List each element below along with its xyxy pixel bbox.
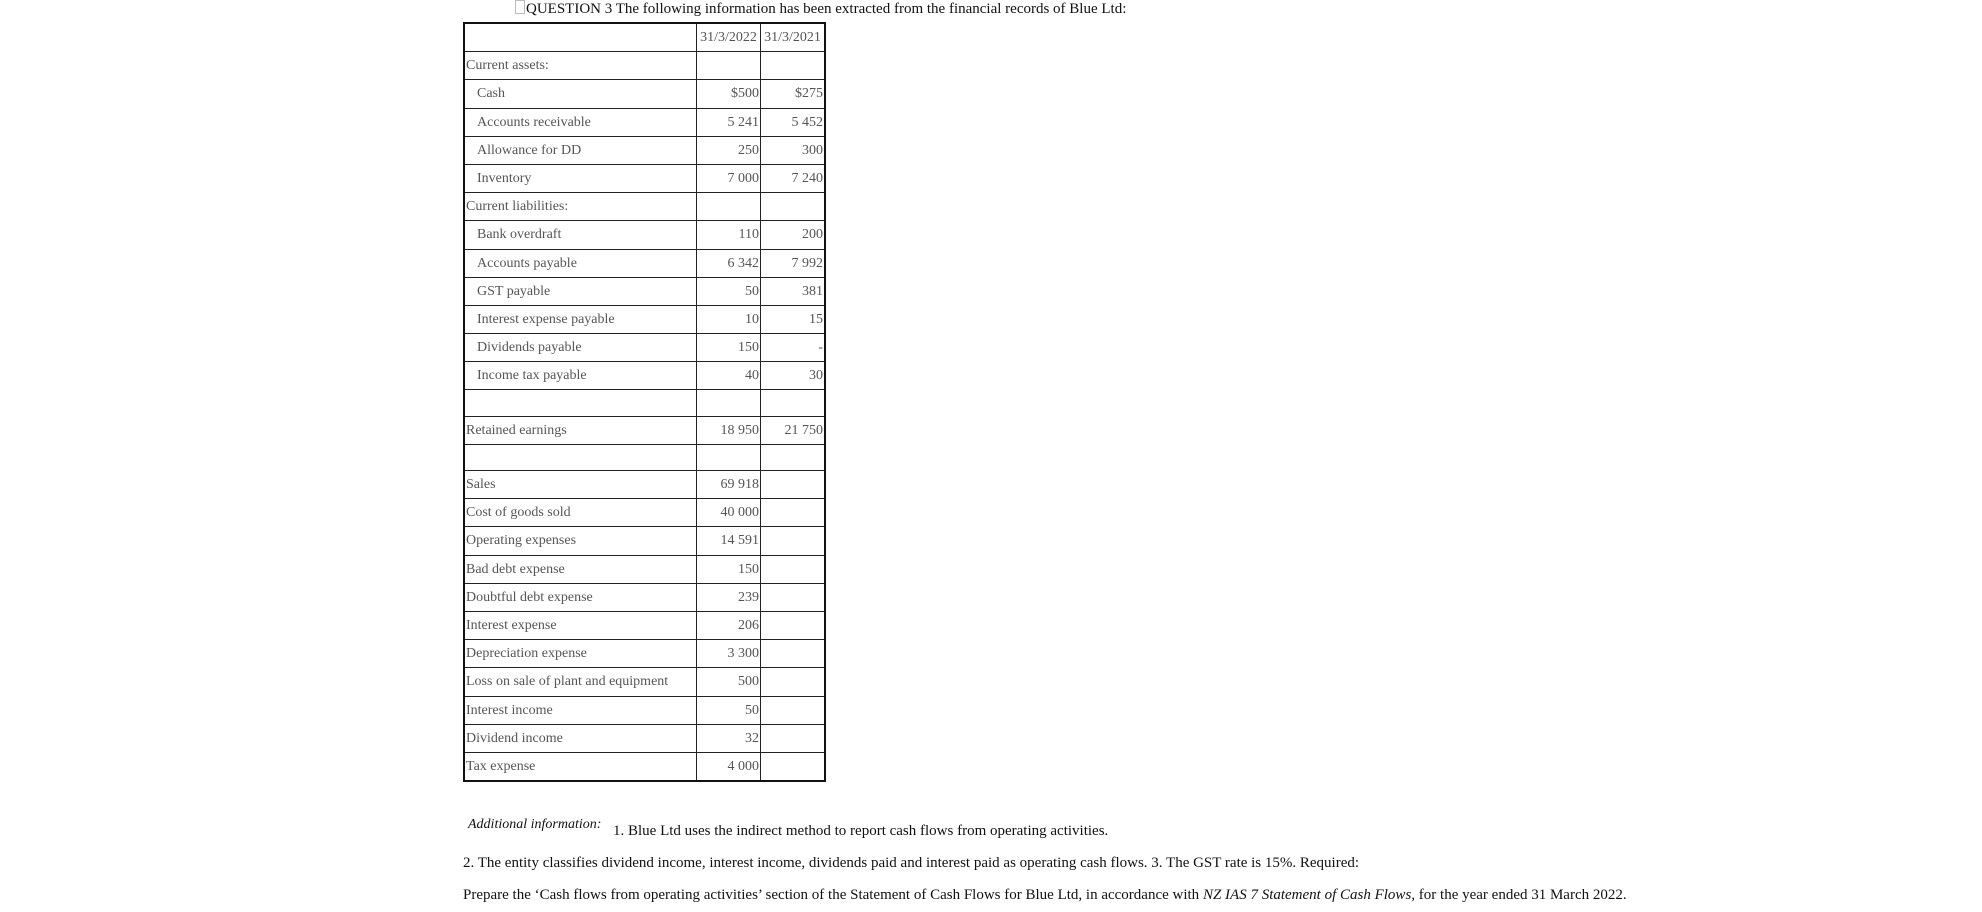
value-2021: 200 xyxy=(761,221,826,249)
value-2021 xyxy=(761,499,826,527)
question-heading: QUESTION 3 The following information has been extracted from the financial records of Blue Ltd: xyxy=(515,0,1126,18)
table-row xyxy=(464,362,825,390)
value-2021 xyxy=(761,471,826,499)
row-label: Sales xyxy=(464,471,697,499)
row-label: Bank overdraft xyxy=(464,221,697,249)
value-2021: 381 xyxy=(761,277,826,305)
financial-records-table xyxy=(463,22,826,782)
instruction-line-3: Prepare the ‘Cash flows from operating activities’ section of the Statement of Cash Flows for Blue Ltd, in accordance with NZ IAS 7 Statement of Cash Flows, for the year ended 31 March 2022. xyxy=(463,887,1627,903)
table-row xyxy=(464,249,825,277)
table-row xyxy=(464,221,825,249)
header-cell-2022: 31/3/2022 xyxy=(697,23,761,52)
row-label xyxy=(464,444,697,470)
header-cell-2021: 31/3/2021 xyxy=(761,23,826,52)
row-label: Accounts payable xyxy=(464,249,697,277)
row-label xyxy=(464,390,697,416)
row-label: Depreciation expense xyxy=(464,640,697,668)
table-row xyxy=(464,724,825,752)
value-2021 xyxy=(761,444,826,470)
row-label: Income tax payable xyxy=(464,362,697,390)
table-row xyxy=(464,334,825,362)
row-label: Current liabilities: xyxy=(464,193,697,221)
table-row xyxy=(464,499,825,527)
value-2022: 150 xyxy=(697,555,761,583)
row-label: Dividend income xyxy=(464,724,697,752)
table-row xyxy=(464,752,825,781)
value-2021 xyxy=(761,527,826,555)
value-2022: 7 000 xyxy=(697,164,761,192)
value-2021 xyxy=(761,640,826,668)
value-2022 xyxy=(697,193,761,221)
value-2022: 110 xyxy=(697,221,761,249)
value-2022: $500 xyxy=(697,80,761,108)
value-2022: 250 xyxy=(697,136,761,164)
row-label: Allowance for DD xyxy=(464,136,697,164)
value-2022: 40 xyxy=(697,362,761,390)
value-2021: 300 xyxy=(761,136,826,164)
value-2022 xyxy=(697,444,761,470)
value-2021: $275 xyxy=(761,80,826,108)
value-2021: - xyxy=(761,334,826,362)
value-2022: 69 918 xyxy=(697,471,761,499)
value-2021 xyxy=(761,193,826,221)
table-row xyxy=(464,696,825,724)
value-2021: 7 992 xyxy=(761,249,826,277)
value-2021 xyxy=(761,390,826,416)
table-row xyxy=(464,668,825,696)
row-label: Retained earnings xyxy=(464,416,697,444)
value-2021 xyxy=(761,611,826,639)
row-label: Interest expense xyxy=(464,611,697,639)
value-2021 xyxy=(761,583,826,611)
value-2022: 50 xyxy=(697,277,761,305)
value-2021: 5 452 xyxy=(761,108,826,136)
table-row xyxy=(464,416,825,444)
table-row xyxy=(464,164,825,192)
value-2022: 40 000 xyxy=(697,499,761,527)
table-row xyxy=(464,527,825,555)
table-row xyxy=(464,305,825,333)
row-label: Interest expense payable xyxy=(464,305,697,333)
table-row xyxy=(464,52,825,80)
row-label: Dividends payable xyxy=(464,334,697,362)
row-label: Cash xyxy=(464,80,697,108)
row-label: Current assets: xyxy=(464,52,697,80)
value-2021 xyxy=(761,668,826,696)
row-label: GST payable xyxy=(464,277,697,305)
table-row xyxy=(464,390,825,416)
value-2022 xyxy=(697,52,761,80)
table-row xyxy=(464,471,825,499)
row-label: Cost of goods sold xyxy=(464,499,697,527)
value-2021 xyxy=(761,752,826,781)
row-label: Inventory xyxy=(464,164,697,192)
value-2021: 7 240 xyxy=(761,164,826,192)
table-row xyxy=(464,583,825,611)
value-2022: 5 241 xyxy=(697,108,761,136)
row-label: Loss on sale of plant and equipment xyxy=(464,668,697,696)
table-row xyxy=(464,277,825,305)
value-2022: 14 591 xyxy=(697,527,761,555)
value-2021 xyxy=(761,696,826,724)
value-2022: 18 950 xyxy=(697,416,761,444)
value-2022: 32 xyxy=(697,724,761,752)
value-2021: 15 xyxy=(761,305,826,333)
table-row xyxy=(464,555,825,583)
additional-information-heading: Additional information: xyxy=(468,817,602,832)
table-row xyxy=(464,444,825,470)
value-2021 xyxy=(761,52,826,80)
table-row xyxy=(464,193,825,221)
value-2022: 10 xyxy=(697,305,761,333)
value-2021: 21 750 xyxy=(761,416,826,444)
value-2022: 239 xyxy=(697,583,761,611)
table-row xyxy=(464,611,825,639)
row-label: Doubtful debt expense xyxy=(464,583,697,611)
table-row xyxy=(464,136,825,164)
value-2021 xyxy=(761,555,826,583)
row-label: Interest income xyxy=(464,696,697,724)
placeholder-box-icon xyxy=(515,0,525,14)
header-cell-blank xyxy=(464,23,697,52)
value-2022: 150 xyxy=(697,334,761,362)
standard-reference: NZ IAS 7 Statement of Cash Flows, xyxy=(1202,887,1416,903)
value-2022: 3 300 xyxy=(697,640,761,668)
row-label: Accounts receivable xyxy=(464,108,697,136)
value-2022: 500 xyxy=(697,668,761,696)
value-2022: 50 xyxy=(697,696,761,724)
value-2022: 6 342 xyxy=(697,249,761,277)
instruction-line-2: 2. The entity classifies dividend income, interest income, dividends paid and interest paid as operating cash flows. 3. The GST rate is 15%. Required: xyxy=(463,855,1360,871)
table-row xyxy=(464,80,825,108)
row-label: Operating expenses xyxy=(464,527,697,555)
row-label: Bad debt expense xyxy=(464,555,697,583)
instruction-line-1: 1. Blue Ltd uses the indirect method to report cash flows from operating activities. xyxy=(613,823,1109,839)
table-header-row xyxy=(464,23,825,52)
row-label: Tax expense xyxy=(464,752,697,781)
value-2021: 30 xyxy=(761,362,826,390)
value-2022 xyxy=(697,390,761,416)
value-2022: 206 xyxy=(697,611,761,639)
value-2021 xyxy=(761,724,826,752)
table-row xyxy=(464,108,825,136)
value-2022: 4 000 xyxy=(697,752,761,781)
table-row xyxy=(464,640,825,668)
